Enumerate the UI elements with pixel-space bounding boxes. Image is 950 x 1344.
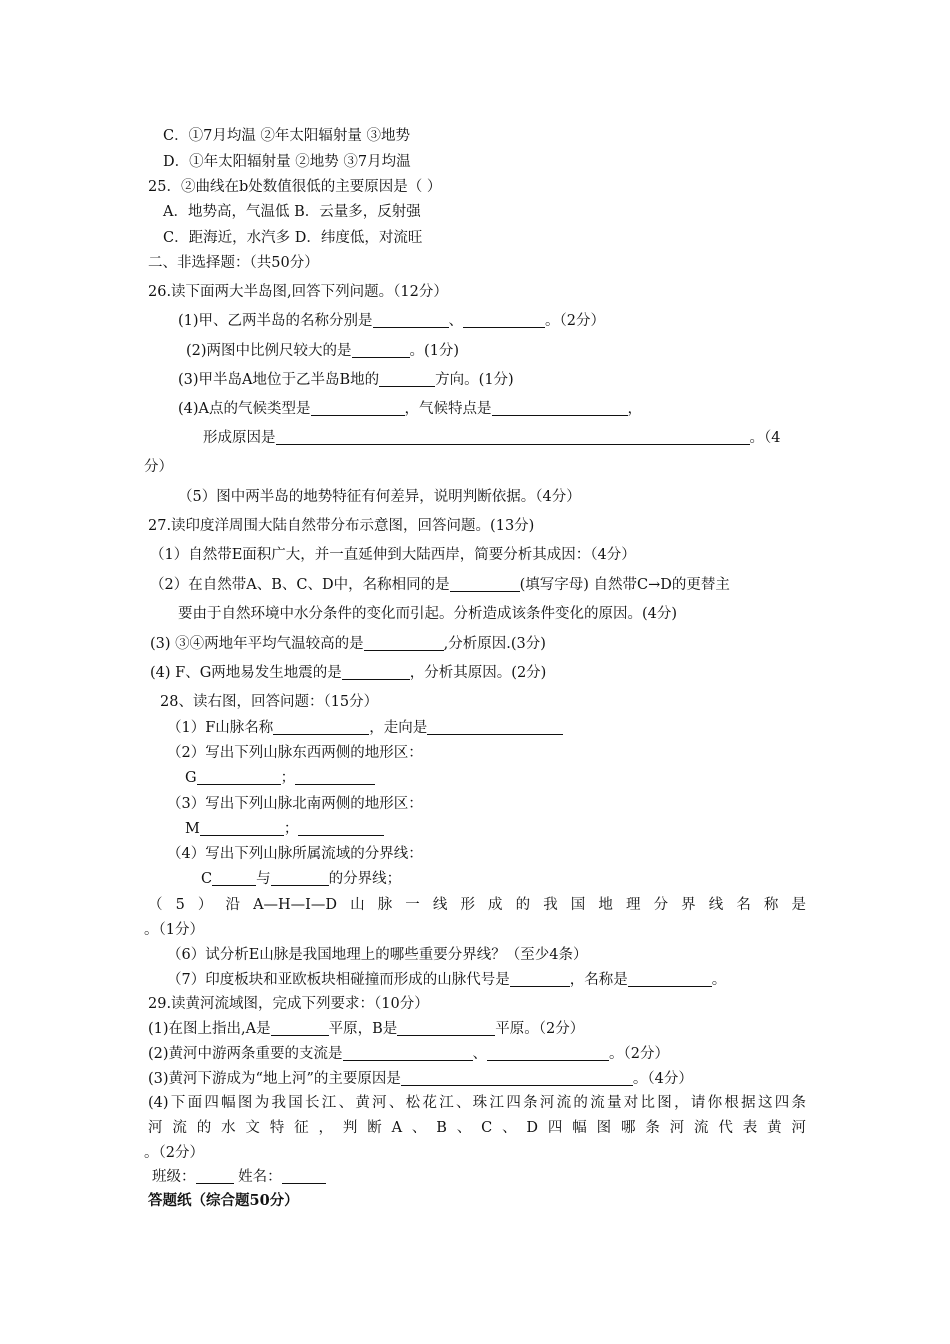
- q28-item-5: （5）沿A—H—I—D山脉一线形成的我国地理分界线名称是: [148, 897, 806, 913]
- q28-item-7: （7）印度板块和亚欧板块相碰撞而形成的山脉代号是 ，名称是 。: [167, 972, 727, 988]
- q27-item-3: (3) ③④两地年平均气温较高的是 ,分析原因.(3分): [150, 636, 546, 652]
- q26-stem: 26.读下面两大半岛图,回答下列问题。（12分）: [148, 284, 448, 300]
- q27-stem: 27.读印度洋周围大陆自然带分布示意图，回答问题。(13分): [148, 518, 535, 534]
- q29-item-4-cont: 河流的水文特征，判断A、B、C、D四幅图哪条河流代表黄河: [148, 1120, 806, 1136]
- q26-item-4-score: 分）: [144, 459, 173, 475]
- q26-item-1: (1)甲、乙两半岛的名称分别是 、 。（2分）: [178, 313, 606, 329]
- q28-item-4-blank: C 与 的分界线；: [201, 871, 402, 887]
- q28-item-2-blank: G ；: [185, 768, 375, 788]
- q28-item-6: （6）试分析E山脉是我国地理上的哪些重要分界线？（至少4条）: [167, 947, 588, 963]
- q26-item-4-cause: 形成原因是 。（4: [203, 430, 781, 446]
- q29-item-3: (3)黄河下游成为“地上河”的主要原因是 。（4分）: [148, 1071, 693, 1087]
- q27-item-1: （1）自然带E面积广大，并一直延伸到大陆西岸，简要分析其成因：（4分）: [150, 547, 636, 563]
- q28-item-4: （4）写出下列山脉所属流域的分界线：: [167, 846, 423, 862]
- q29-item-4-score: 。（2分）: [144, 1145, 204, 1161]
- q29-item-1: (1)在图上指出,A是 平原，B是 平原。（2分）: [148, 1021, 585, 1037]
- q28-item-2: （2）写出下列山脉东西两侧的地形区：: [167, 745, 423, 761]
- q27-item-2: （2）在自然带A、B、C、D中，名称相同的是 (填写字母) 自然带C→D的更替主: [150, 577, 730, 593]
- q24-option-d: D．①年太阳辐射量 ②地势 ③7月均温: [163, 154, 411, 170]
- q26-item-4: (4)A点的气候类型是 ，气候特点是 ，: [178, 401, 643, 417]
- q26-item-3: (3)甲半岛A地位于乙半岛B地的 方向。(1分): [178, 372, 514, 388]
- q26-item-5: （5）图中两半岛的地势特征有何差异，说明判断依据。（4分）: [178, 489, 581, 505]
- q29-item-4: (4)下面四幅图为我国长江、黄河、松花江、珠江四条河流的流量对比图，请你根据这四条: [148, 1095, 806, 1111]
- student-info: 班级： 姓名：: [152, 1167, 326, 1187]
- q25-stem: 25．②曲线在b处数值很低的主要原因是（ ）: [148, 179, 442, 195]
- q28-item-3: （3）写出下列山脉北南两侧的地形区：: [167, 796, 423, 812]
- q28-stem: 28、读右图，回答问题：（15分）: [160, 694, 379, 710]
- q27-item-4: (4) F、G两地易发生地震的是 ，分析其原因。(2分): [150, 665, 547, 681]
- q28-item-3-blank: M ；: [185, 819, 384, 839]
- answer-sheet-title: 答题纸（综合题50分）: [148, 1192, 299, 1209]
- q29-item-2: (2)黄河中游两条重要的支流是 、 。（2分）: [148, 1046, 670, 1062]
- q26-item-2: (2)两图中比例尺较大的是 。(1分): [186, 343, 460, 359]
- q27-item-2-cont: 要由于自然环境中水分条件的变化而引起。分析造成该条件变化的原因。(4分): [178, 606, 678, 622]
- q28-item-5-score: 。（1分）: [144, 922, 204, 938]
- q24-option-c: C．①7月均温 ②年太阳辐射量 ③地势: [163, 128, 411, 144]
- q29-stem: 29.读黄河流域图，完成下列要求：（10分）: [148, 996, 429, 1012]
- q25-options-ab: A．地势高，气温低 B．云量多，反射强: [163, 204, 421, 220]
- section-title: 二、非选择题：（共50分）: [148, 255, 319, 271]
- q25-options-cd: C．距海近，水汽多 D．纬度低，对流旺: [163, 230, 423, 246]
- q28-item-1: （1）F山脉名称 ，走向是: [167, 718, 563, 738]
